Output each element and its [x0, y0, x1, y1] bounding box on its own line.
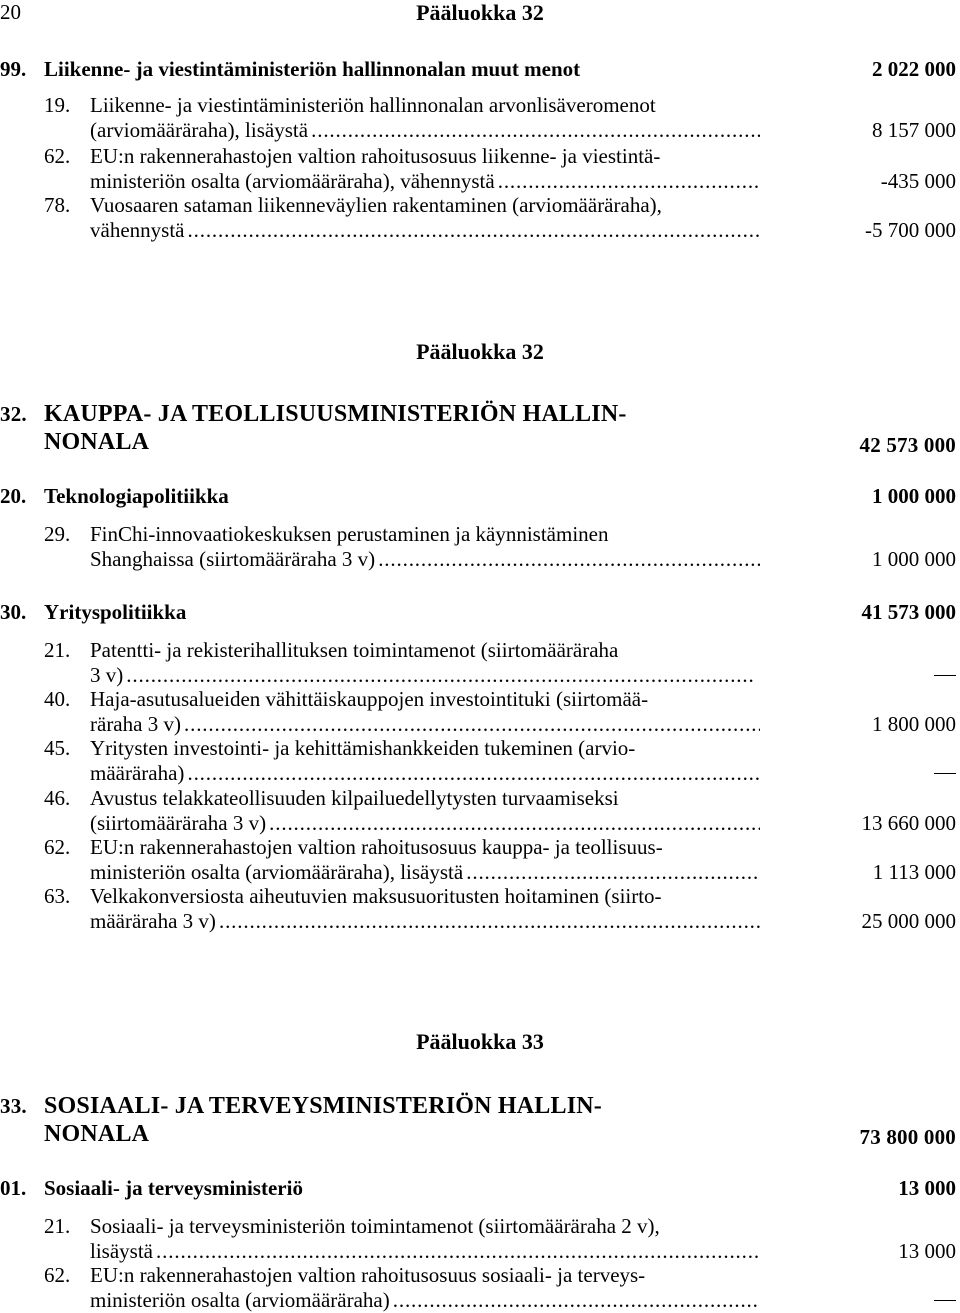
row-text-line-2 [90, 712, 760, 737]
row-text [90, 522, 760, 572]
row-number: 33. [0, 1094, 27, 1118]
row-text-line-2-text: (arviomääräraha), lisäystä [90, 118, 309, 142]
row-amount: 73 800 000 [859, 1125, 956, 1149]
leader-dots [375, 547, 760, 571]
row-text-line-2-text: 3 v) [90, 663, 124, 687]
row-text-line-2 [90, 1288, 760, 1313]
row-text-line-1: Haja-asutusalueiden vähittäiskauppojen investointituki (siirtomää- [90, 687, 649, 711]
row-text-line-2-text: Shanghaissa (siirtomääräraha 3 v) [90, 547, 376, 571]
row-number: 32. [0, 402, 27, 426]
row-text-line-2 [90, 811, 760, 836]
row-text-line-1: EU:n rakennerahastojen valtion rahoitusosuus liikenne- ja viestintä- [90, 144, 661, 168]
row-number: 62. [44, 1263, 71, 1287]
budget-row-33 [0, 1092, 960, 1152]
row-text [90, 1214, 760, 1264]
row-amount: 41 573 000 [861, 600, 956, 624]
row-text-line-2 [90, 218, 760, 243]
row-amount: 25 000 000 [861, 909, 956, 933]
row-text-line-1: Avustus telakkateollisuuden kilpailuedellytysten turvaamiseksi [90, 786, 619, 810]
row-amount: -435 000 [880, 169, 956, 193]
section-heading-mid: Pääluokka 32 [416, 339, 544, 364]
row-number: 01. [0, 1176, 27, 1200]
row-text-line-2-text: lisäystä [90, 1239, 153, 1263]
row-text-line-2 [90, 761, 760, 786]
section-heading-top: Pääluokka 32 [416, 0, 544, 25]
leader-dots [153, 1239, 760, 1263]
row-amount: 13 660 000 [861, 811, 956, 835]
empty-amount-dash [934, 1300, 956, 1301]
row-number: 62. [44, 835, 71, 859]
row-text-line-2-text: ministeriön osalta (arviomääräraha) [90, 1288, 390, 1312]
row-number: 45. [44, 736, 71, 760]
row-text-line-2 [90, 1239, 760, 1264]
row-number: 46. [44, 786, 71, 810]
row-title-line-1: KAUPPA- JA TEOLLISUUSMINISTERIÖN HALLIN- [44, 401, 627, 427]
row-amount-dash [934, 761, 956, 786]
row-amount: 2 022 000 [872, 57, 956, 81]
row-number: 21. [44, 638, 71, 662]
leader-dots [266, 811, 760, 835]
leader-dots [184, 218, 760, 242]
row-number: 21. [44, 1214, 71, 1238]
row-amount: 1 113 000 [872, 860, 956, 884]
leader-dots [308, 118, 760, 142]
row-number: 29. [44, 522, 71, 546]
row-text [90, 93, 760, 143]
leader-dots [216, 909, 760, 933]
row-text [90, 884, 760, 934]
row-title-line-2: NONALA [44, 1121, 150, 1147]
leader-dots [181, 712, 760, 736]
row-amount: 1 000 000 [872, 484, 956, 508]
row-number: 30. [0, 600, 27, 624]
row-amount: -5 700 000 [865, 218, 956, 242]
row-text-line-1: Yritysten investointi- ja kehittämishankkeiden tukeminen (arvio- [90, 736, 636, 760]
row-text-line-1: FinChi-innovaatiokeskuksen perustaminen ja käynnistäminen [90, 522, 609, 546]
row-text [90, 144, 760, 194]
leader-dots [495, 169, 760, 193]
row-amount-dash [934, 663, 956, 688]
row-title: Liikenne- ja viestintäministeriön hallinnonalan muut menot [44, 57, 581, 81]
row-amount: 13 000 [898, 1176, 956, 1200]
row-text [90, 736, 760, 786]
row-amount: 13 000 [898, 1239, 956, 1263]
row-number: 63. [44, 884, 71, 908]
row-text-line-1: Vuosaaren sataman liikenneväylien rakentaminen (arviomääräraha), [90, 193, 662, 217]
leader-dots [184, 761, 760, 785]
row-text-line-1: Patentti- ja rekisterihallituksen toimintamenot (siirtomääräraha [90, 638, 619, 662]
empty-amount-dash [934, 773, 956, 774]
row-text-line-1: Velkakonversiosta aiheutuvien maksusuoritusten hoitaminen (siirto- [90, 884, 662, 908]
row-text-line-2-text: määräraha 3 v) [90, 909, 216, 933]
row-title: Sosiaali- ja terveysministeriö [44, 1176, 303, 1200]
row-text-line-2-text: ministeriön osalta (arviomääräraha), lisäystä [90, 860, 464, 884]
section-heading-bottom: Pääluokka 33 [416, 1029, 544, 1054]
row-text [90, 786, 760, 836]
row-text-line-2 [90, 118, 760, 143]
row-number: 19. [44, 93, 71, 117]
row-text [90, 835, 760, 885]
row-title: Teknologiapolitiikka [44, 484, 229, 508]
budget-row-32 [0, 400, 960, 460]
row-text [90, 1263, 760, 1313]
row-text-line-1: Liikenne- ja viestintäministeriön hallinnonalan arvonlisäveromenot [90, 93, 656, 117]
row-text-line-2-text: ministeriön osalta (arviomääräraha), vähennystä [90, 169, 495, 193]
row-text-line-2 [90, 169, 760, 194]
row-text-line-1: EU:n rakennerahastojen valtion rahoitusosuus sosiaali- ja terveys- [90, 1263, 646, 1287]
leader-dots [390, 1288, 760, 1312]
row-text [90, 638, 760, 688]
leader-dots [123, 663, 751, 687]
row-amount: 1 800 000 [872, 712, 956, 736]
row-amount: 1 000 000 [872, 547, 956, 571]
row-text-line-2 [90, 547, 760, 572]
row-text-line-2 [90, 860, 760, 885]
empty-amount-dash [934, 675, 956, 676]
row-text-line-2-text: (siirtomääräraha 3 v) [90, 811, 267, 835]
row-text-line-2 [90, 663, 760, 688]
row-text-line-2-text: vähennystä [90, 218, 185, 242]
row-text-line-2-text: määräraha) [90, 761, 185, 785]
row-title: Yrityspolitiikka [44, 600, 187, 624]
leader-dots [463, 860, 760, 884]
row-text-line-2 [90, 909, 760, 934]
row-amount: 42 573 000 [859, 433, 956, 457]
row-text-line-1: Sosiaali- ja terveysministeriön toimintamenot (siirtomääräraha 2 v), [90, 1214, 660, 1238]
row-text-line-1: EU:n rakennerahastojen valtion rahoitusosuus kauppa- ja teollisuus- [90, 835, 663, 859]
row-amount-dash [934, 1288, 956, 1313]
page-number: 20 [0, 0, 21, 24]
row-number: 62. [44, 144, 71, 168]
row-number: 78. [44, 193, 71, 217]
row-amount: 8 157 000 [872, 118, 956, 142]
row-number: 20. [0, 484, 27, 508]
row-title-line-1: SOSIAALI- JA TERVEYSMINISTERIÖN HALLIN- [44, 1093, 602, 1119]
row-number: 99. [0, 57, 27, 81]
row-title-line-2: NONALA [44, 429, 150, 455]
row-number: 40. [44, 687, 71, 711]
row-text [90, 687, 760, 737]
row-text-line-2-text: räraha 3 v) [90, 712, 181, 736]
row-text [90, 193, 760, 243]
